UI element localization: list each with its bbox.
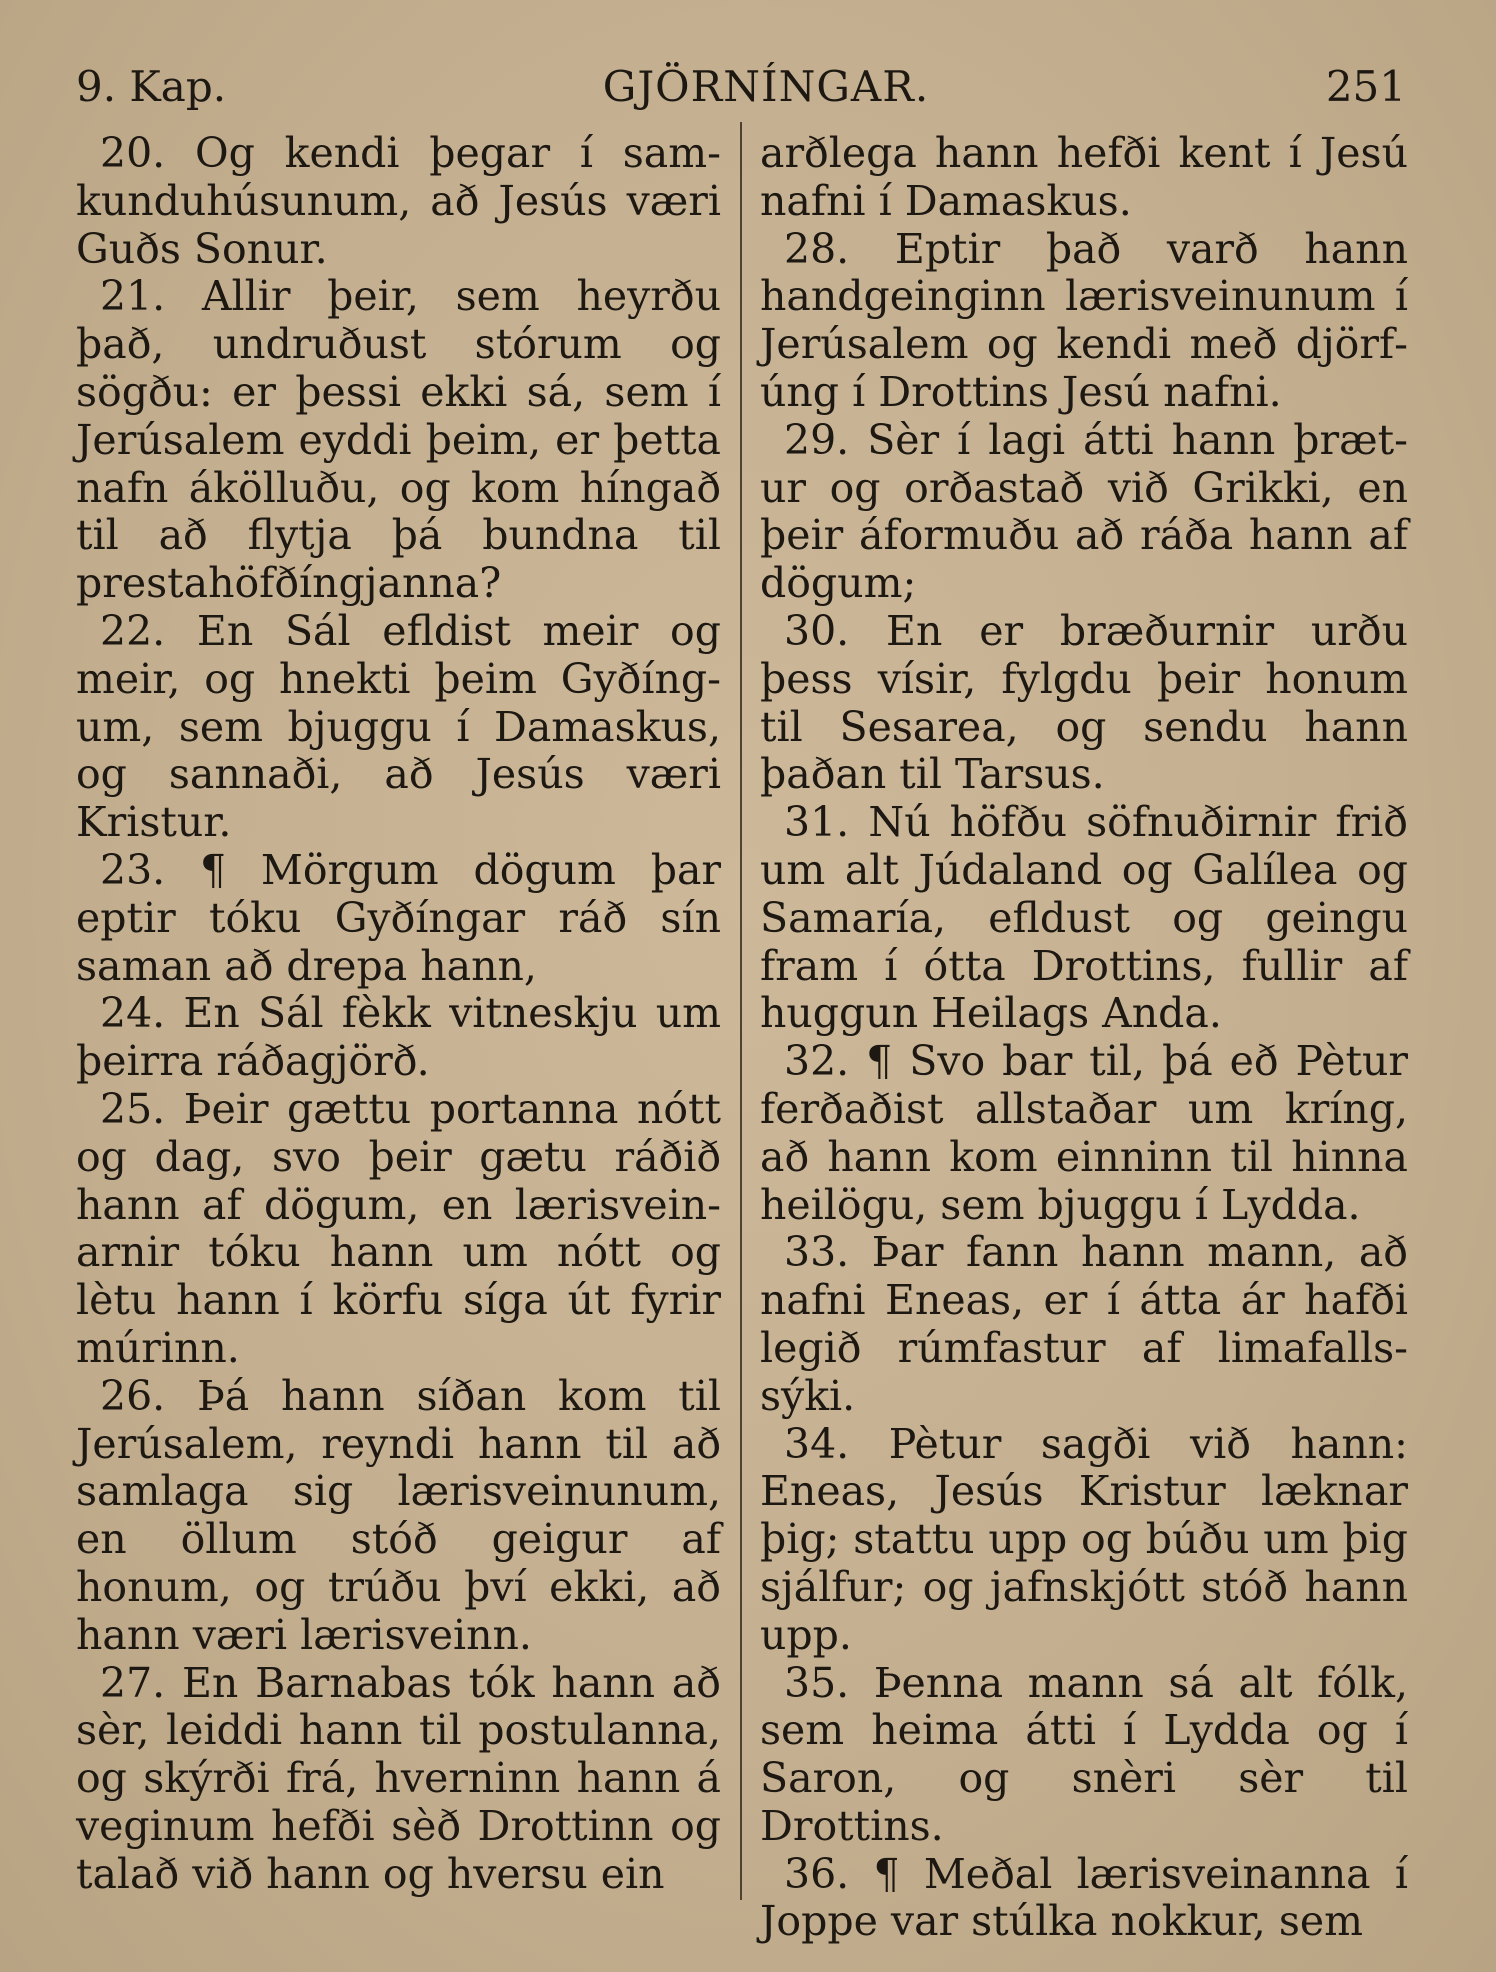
verse-29	[760, 417, 1408, 608]
verse-text: En Barnabas tók hann að sèr, leiddi hann til postulanna, og skýrði frá, hverninn hann á veginum hefði sèð Drottinn og talað við hann og hversu ein	[76, 1658, 721, 1898]
verse-26	[76, 1373, 721, 1660]
verse-22	[76, 608, 721, 847]
verse-20	[76, 130, 721, 273]
verse-number: 21.	[100, 272, 166, 321]
verse-27-continued	[760, 130, 1408, 226]
verse-28	[760, 226, 1408, 417]
verse-number: 26.	[100, 1371, 166, 1420]
verse-number: 24.	[100, 989, 166, 1038]
verse-text: Og kendi þegar í samkunduhúsunum, að Jesús væri Guðs Sonur.	[76, 129, 721, 273]
verse-number: 30.	[784, 606, 850, 655]
verse-number: 28.	[784, 224, 850, 273]
verse-25	[76, 1086, 721, 1373]
verse-number: 34.	[784, 1419, 850, 1468]
verse-number: 33.	[784, 1228, 850, 1277]
verse-text: ¶ Mörgum dögum þar eptir tóku Gyðíngar ráð sín saman að drepa hann,	[76, 845, 721, 990]
verse-21	[76, 273, 721, 608]
verse-number: 22.	[100, 606, 166, 655]
left-column	[76, 130, 721, 1898]
verse-text: arðlega hann hefði kent í Jesú nafni í Damaskus.	[760, 129, 1408, 225]
verse-36	[760, 1851, 1408, 1947]
verse-27	[76, 1660, 721, 1899]
column-divider	[740, 122, 742, 1900]
verse-text: ¶ Meðal lærisveinanna í Joppe var stúlka nokkur, sem	[760, 1849, 1408, 1946]
verse-34	[760, 1421, 1408, 1660]
verse-text: En er bræðurnir urðu þess vísir, fylgdu þeir honum til Sesarea, og sendu hann þaðan til Tarsus.	[760, 606, 1408, 799]
verse-number: 32.	[784, 1037, 850, 1086]
verse-text: Sèr í lagi átti hann þrætur og orðastað við Grikki, en þeir áformuðu að ráða hann af dögum;	[760, 415, 1408, 608]
verse-text: Allir þeir, sem heyrðu það, undruðust stórum og sögðu: er þessi ekki sá, sem í Jerúsalem eyddi þeim, er þetta nafn ákölluðu, og kom híngað til að flytja þá bundna til prestahöfðíngjanna?	[76, 272, 721, 608]
verse-number: 36.	[784, 1849, 850, 1898]
verse-24	[76, 990, 721, 1086]
verse-text: Nú höfðu söfnuðirnir frið um alt Júdaland og Galílea og Samaría, efldust og geingu fram í ótta Drottins, fullir af huggun Heilags Anda.	[760, 798, 1408, 1038]
verse-text: Þenna mann sá alt fólk, sem heima átti í Lydda og í Saron, og snèri sèr til Drottins.	[760, 1658, 1408, 1850]
verse-text: ¶ Svo bar til, þá eð Pètur ferðaðist allstaðar um kríng, að hann kom einninn til hinna heilögu, sem bjuggu í Lydda.	[760, 1037, 1408, 1229]
verse-text: Eptir það varð hann handgeinginn lærisveinunum í Jerúsalem og kendi með djörfúng í Drottins Jesú nafni.	[760, 224, 1408, 416]
verse-number: 23.	[100, 845, 166, 894]
verse-number: 25.	[100, 1084, 166, 1133]
verse-number: 35.	[784, 1658, 850, 1707]
verse-30	[760, 608, 1408, 799]
verse-32	[760, 1038, 1408, 1229]
verse-number: 29.	[784, 415, 850, 464]
verse-text: Þá hann síðan kom til Jerúsalem, reyndi hann til að samlaga sig lærisveinunum, en öllum stóð geigur af honum, og trúðu því ekki, að hann væri lærisveinn.	[76, 1371, 721, 1659]
verse-23	[76, 847, 721, 990]
verse-text: Þeir gættu portanna nótt og dag, svo þeir gætu ráðið hann af dögum, en lærisveinarnir tóku hann um nótt og lètu hann í körfu síga út fyrir múrinn.	[76, 1084, 721, 1372]
verse-text: En Sál fèkk vitneskju um þeirra ráðagjörð.	[76, 989, 721, 1086]
verse-text: Þar fann hann mann, að nafni Eneas, er í átta ár hafði legið rúmfastur af limafallssýki.	[760, 1228, 1408, 1420]
right-column	[760, 130, 1408, 1946]
page-number: 251	[1325, 62, 1406, 111]
verse-number: 27.	[100, 1658, 166, 1707]
verse-number: 31.	[784, 798, 850, 847]
verse-number: 20.	[100, 129, 166, 177]
book-title: GJÖRNÍNGAR.	[602, 62, 930, 111]
verse-text: Pètur sagði við hann: Eneas, Jesús Kristur læknar þig; stattu upp og búðu um þig sjálfur; og jafnskjótt stóð hann upp.	[760, 1419, 1408, 1659]
verse-33	[760, 1229, 1408, 1420]
verse-31	[760, 799, 1408, 1038]
chapter-label: 9. Kap.	[76, 62, 227, 111]
running-header	[76, 58, 1406, 116]
verse-35	[760, 1660, 1408, 1851]
verse-text: En Sál efldist meir og meir, og hnekti þeim Gyðíngum, sem bjuggu í Damaskus, og sannaði, að Jesús væri Kristur.	[76, 606, 721, 847]
